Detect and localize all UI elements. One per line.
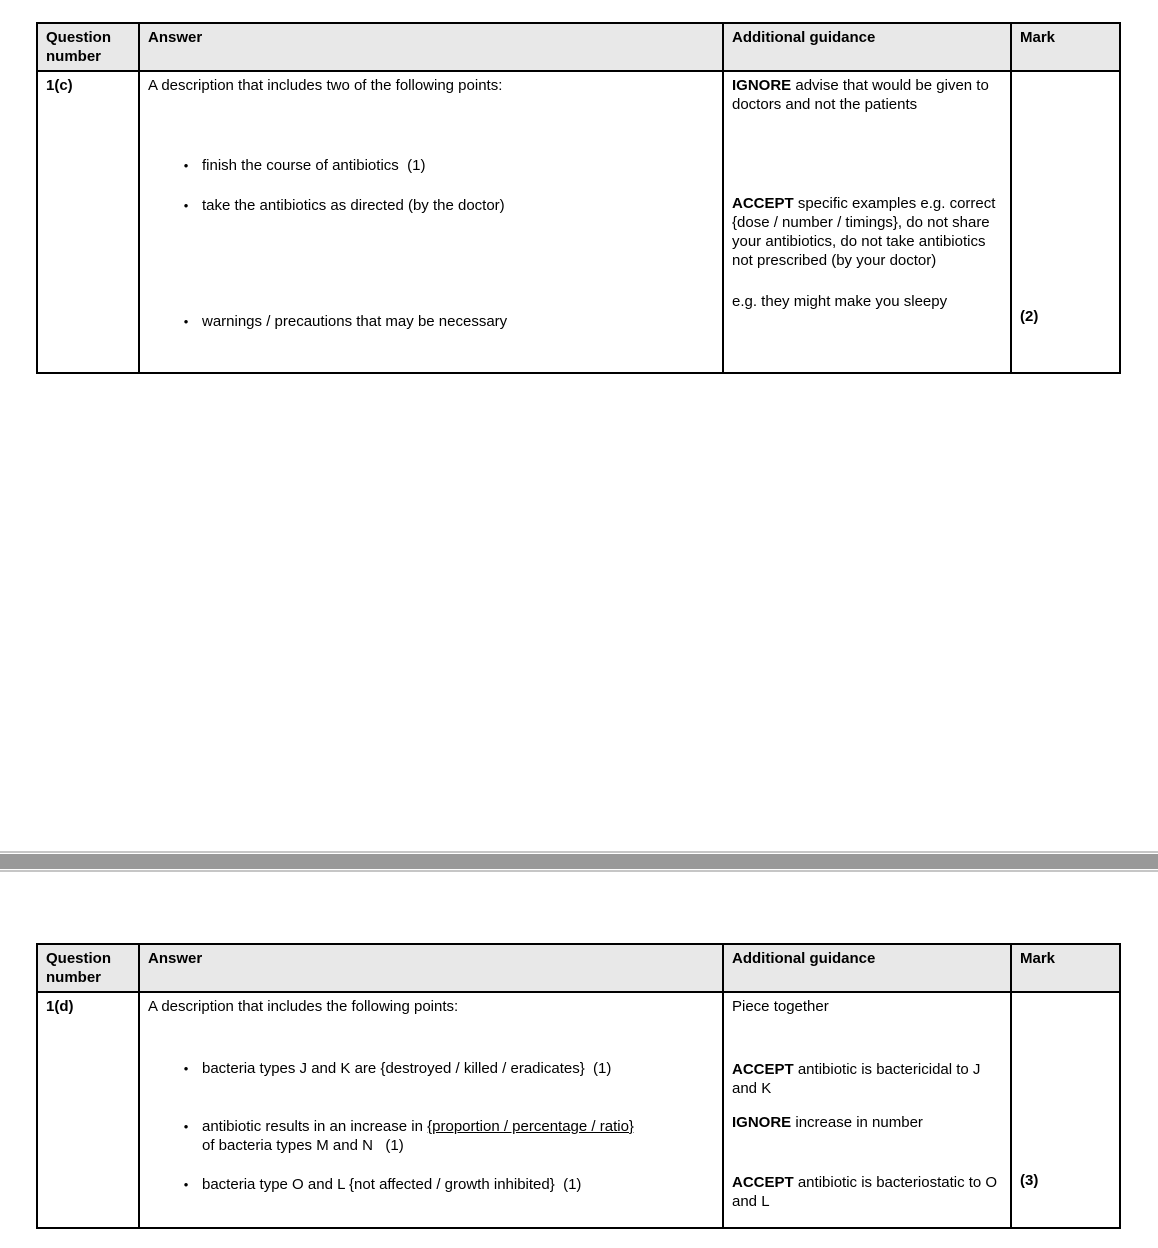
guidance-note xyxy=(732,76,1002,114)
answer-cell xyxy=(139,71,723,373)
mark-value: (3) xyxy=(1020,1172,1039,1189)
bullet-text-pre: bacteria types J and K are {destroyed / killed / eradicates} (1) xyxy=(202,1060,612,1077)
divider-edge-line xyxy=(0,870,1158,872)
guidance-note xyxy=(732,1060,1002,1098)
guidance-keyword: ACCEPT xyxy=(732,1174,794,1191)
guidance-note xyxy=(732,194,1002,270)
guidance-keyword: IGNORE xyxy=(732,1114,792,1131)
guidance-keyword: IGNORE xyxy=(732,77,792,94)
guidance-cell xyxy=(723,71,1011,373)
bullet-text: warnings / precautions that may be necessary xyxy=(202,313,508,330)
mark-column-header: Mark xyxy=(1011,23,1120,71)
mark-column-header: Mark xyxy=(1011,944,1120,992)
answer-column-header: Answer xyxy=(139,23,723,71)
bullet-text: take the antibiotics as directed (by the doctor) xyxy=(202,197,505,214)
bullet-text-post: of bacteria types M and N (1) xyxy=(202,1137,404,1154)
divider-bar xyxy=(0,854,1158,869)
header-row xyxy=(37,944,1120,992)
page-break-divider xyxy=(0,851,1158,872)
question-number-column-header: Question number xyxy=(37,23,139,71)
guidance-note xyxy=(732,1173,1002,1211)
table-row xyxy=(37,71,1120,373)
bullet-icon: • xyxy=(183,1177,189,1192)
mark-scheme-table-1d xyxy=(36,943,1121,1229)
answer-column-header: Answer xyxy=(139,944,723,992)
answer-intro: A description that includes the following points: xyxy=(148,998,459,1015)
bullet-text-pre: bacteria type O and L {not affected / growth inhibited} (1) xyxy=(202,1176,582,1193)
answer-bullet xyxy=(170,1175,714,1194)
answer-bullet xyxy=(170,1117,714,1155)
bullet-icon: • xyxy=(183,158,189,173)
mark-cell xyxy=(1011,992,1120,1228)
guidance-text: increase in number xyxy=(791,1114,923,1131)
answer-cell xyxy=(139,992,723,1228)
question-number-cell: 1(d) xyxy=(37,992,139,1228)
bullet-text xyxy=(202,1059,714,1078)
bullet-text: finish the course of antibiotics (1) xyxy=(202,157,426,174)
mark-value: (2) xyxy=(1020,308,1039,325)
bullet-text-underlined: {proportion / percentage / ratio} xyxy=(427,1118,634,1135)
question-number-cell: 1(c) xyxy=(37,71,139,373)
guidance-text: advise that would be given to doctors and not the patients xyxy=(732,77,993,113)
bullet-text xyxy=(202,1175,714,1194)
guidance-text: antibiotic is bactericidal to J and K xyxy=(732,1061,985,1097)
table-row xyxy=(37,992,1120,1228)
guidance-cell xyxy=(723,992,1011,1228)
mark-scheme-table-1c xyxy=(36,22,1121,374)
mark-cell xyxy=(1011,71,1120,373)
answer-bullet xyxy=(170,1059,714,1078)
guidance-note xyxy=(732,292,1002,311)
guidance-text: antibiotic is bacteriostatic to O and L xyxy=(732,1174,1002,1210)
guidance-keyword: ACCEPT xyxy=(732,1061,794,1078)
bullet-icon: • xyxy=(183,198,189,213)
bullet-text-pre: antibiotic results in an increase in xyxy=(202,1118,428,1135)
answer-bullet xyxy=(170,312,714,331)
bullet-text xyxy=(202,1117,714,1155)
guidance-note xyxy=(732,1113,1002,1132)
guidance-note xyxy=(732,997,1002,1016)
bullet-icon: • xyxy=(183,1119,189,1134)
answer-bullet xyxy=(170,196,714,215)
additional-guidance-column-header: Additional guidance xyxy=(723,944,1011,992)
guidance-text: Piece together xyxy=(732,998,829,1015)
guidance-text: e.g. they might make you sleepy xyxy=(732,293,948,310)
question-number-column-header: Question number xyxy=(37,944,139,992)
header-row xyxy=(37,23,1120,71)
guidance-keyword: ACCEPT xyxy=(732,195,794,212)
bullet-icon: • xyxy=(183,314,189,329)
additional-guidance-column-header: Additional guidance xyxy=(723,23,1011,71)
answer-bullet xyxy=(170,156,714,175)
bullet-icon: • xyxy=(183,1061,189,1076)
answer-intro: A description that includes two of the following points: xyxy=(148,77,503,94)
guidance-text: specific examples e.g. correct {dose / number / timings}, do not share your antibiotics, do not take antibiotics not prescribed (by your doctor) xyxy=(732,195,1000,269)
